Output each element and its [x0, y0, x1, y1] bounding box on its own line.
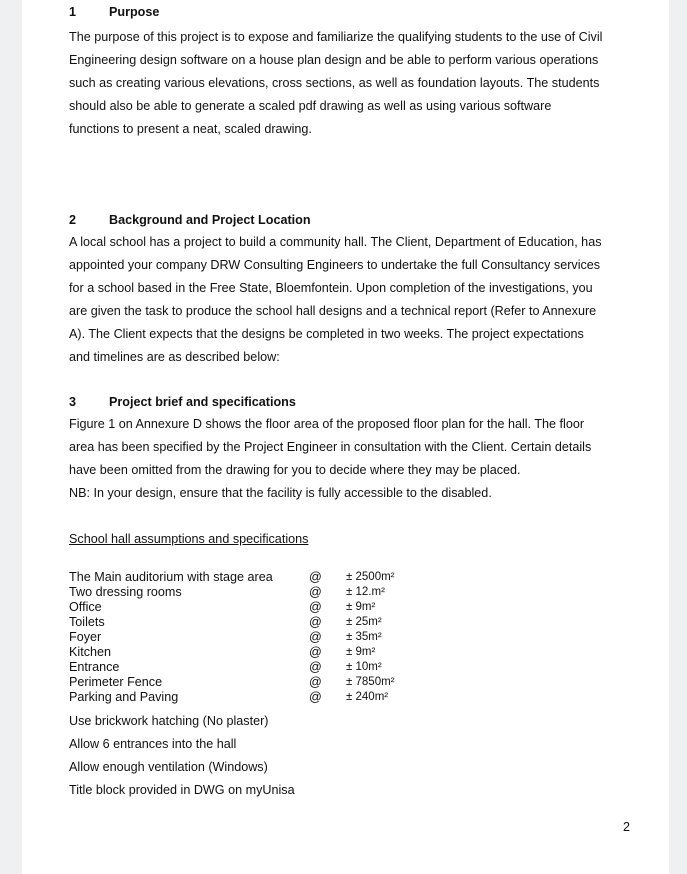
spec-value: ± 12.m²: [346, 586, 385, 598]
section-1-line: such as creating various elevations, cross sections, as well as foundation layouts. The students: [69, 76, 600, 90]
section-2-line: are given the task to produce the school hall designs and a technical report (Refer to Annexure: [69, 304, 597, 318]
section-3-title: Project brief and specifications: [109, 395, 296, 409]
specs-heading: School hall assumptions and specifications: [69, 532, 309, 546]
section-1-line: should also be able to generate a scaled pdf drawing as well as using various software: [69, 99, 552, 113]
spec-at: @: [309, 690, 322, 704]
section-1-line: functions to present a neat, scaled drawing.: [69, 122, 312, 136]
spec-at: @: [309, 675, 322, 689]
section-2-line: A local school has a project to build a community hall. The Client, Department of Education, has: [69, 235, 602, 249]
spec-at: @: [309, 615, 322, 629]
spec-label: Toilets: [69, 615, 105, 629]
section-1-line: Engineering design software on a house plan design and be able to perform various operations: [69, 53, 599, 67]
section-2-line: and timelines are as described below:: [69, 350, 280, 364]
spec-label: Foyer: [69, 630, 102, 644]
spec-label: Kitchen: [69, 645, 112, 659]
section-3-line: Figure 1 on Annexure D shows the floor area of the proposed floor plan for the hall. The floor: [69, 417, 585, 431]
page-number: 2: [623, 820, 631, 834]
spec-at: @: [309, 645, 322, 659]
spec-value: ± 25m²: [346, 616, 382, 628]
spec-at: @: [309, 660, 322, 674]
spec-label: The Main auditorium with stage area: [69, 570, 273, 584]
spec-value: ± 9m²: [346, 646, 376, 658]
section-1-number: 1: [69, 5, 77, 19]
section-2-line: for a school based in the Free State, Bloemfontein. Upon completion of the investigations, you: [69, 281, 593, 295]
note-line: Use brickwork hatching (No plaster): [69, 714, 269, 728]
section-3-line: NB: In your design, ensure that the facility is fully accessible to the disabled.: [69, 486, 492, 500]
section-1-title: Purpose: [109, 5, 160, 19]
spec-value: ± 35m²: [346, 631, 382, 643]
section-3-line: area has been specified by the Project Engineer in consultation with the Client. Certain details: [69, 440, 592, 454]
section-3-number: 3: [69, 395, 77, 409]
section-3-line: have been omitted from the drawing for you to decide where they may be placed.: [69, 463, 521, 477]
note-line: Title block provided in DWG on myUnisa: [69, 783, 295, 797]
spec-label: Parking and Paving: [69, 690, 179, 704]
spec-at: @: [309, 600, 322, 614]
spec-label: Entrance: [69, 660, 120, 674]
section-2-line: A). The Client expects that the designs be completed in two weeks. The project expectations: [69, 327, 584, 341]
spec-label: Perimeter Fence: [69, 675, 163, 689]
document-page: [22, 0, 669, 874]
section-1-line: The purpose of this project is to expose and familiarize the qualifying students to the use of Civil: [69, 30, 603, 44]
spec-at: @: [309, 570, 322, 584]
spec-value: ± 240m²: [346, 691, 389, 703]
section-2-line: appointed your company DRW Consulting Engineers to undertake the full Consultancy services: [69, 258, 601, 272]
spec-at: @: [309, 630, 322, 644]
section-2-number: 2: [69, 213, 77, 227]
spec-value: ± 7850m²: [346, 676, 395, 688]
spec-value: ± 10m²: [346, 661, 382, 673]
spec-label: Two dressing rooms: [69, 585, 182, 599]
note-line: Allow enough ventilation (Windows): [69, 760, 268, 774]
spec-value: ± 2500m²: [346, 571, 395, 583]
spec-at: @: [309, 585, 322, 599]
section-2-title: Background and Project Location: [109, 213, 311, 227]
note-line: Allow 6 entrances into the hall: [69, 737, 237, 751]
spec-label: Office: [69, 600, 102, 614]
spec-value: ± 9m²: [346, 601, 376, 613]
